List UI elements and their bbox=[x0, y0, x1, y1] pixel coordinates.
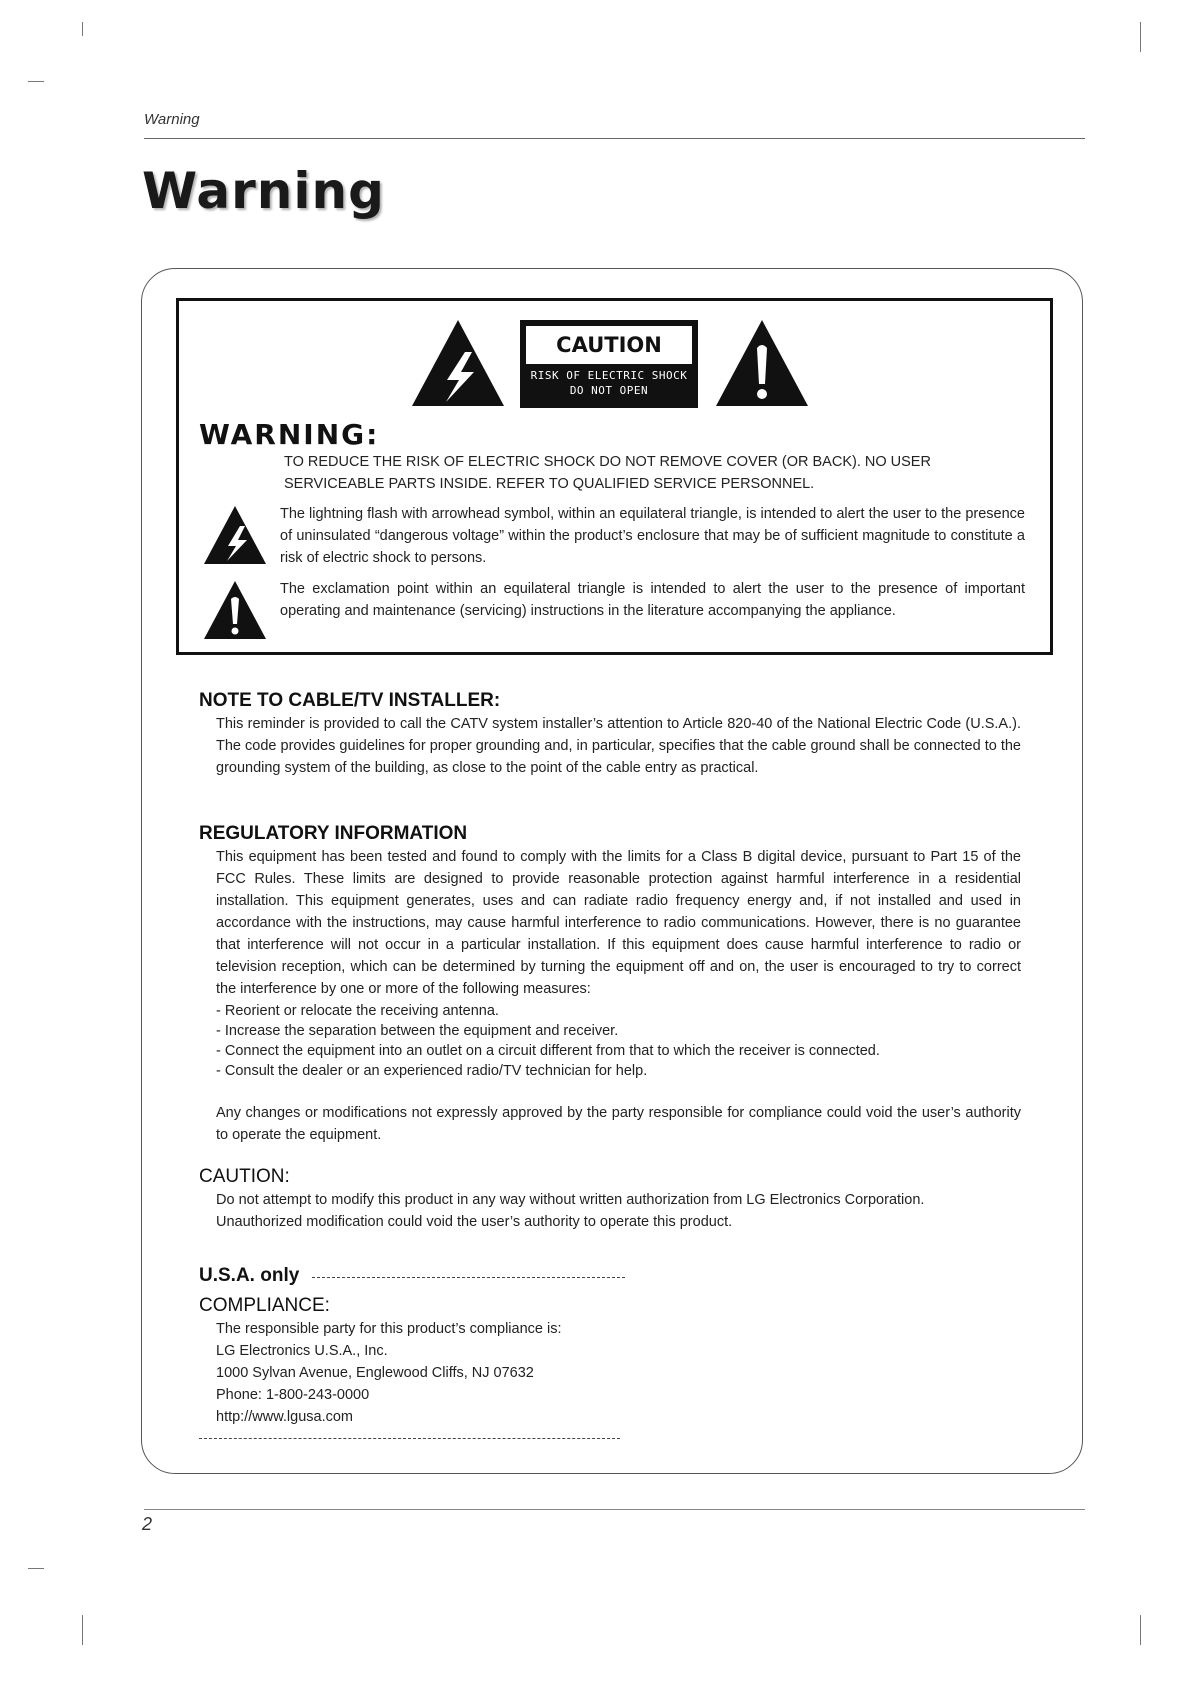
caution-line-1: Do not attempt to modify this product in any way without written authorization from LG Electronics Corporation. bbox=[216, 1192, 925, 1208]
crop-mark bbox=[28, 81, 44, 82]
caution-heading: CAUTION: bbox=[199, 1166, 290, 1187]
crop-mark bbox=[28, 1568, 44, 1569]
lightning-triangle-icon bbox=[410, 318, 506, 408]
compliance-url[interactable]: http://www.lgusa.com bbox=[216, 1409, 353, 1425]
page-title: Warning bbox=[142, 162, 385, 220]
caution-label-line1: RISK OF ELECTRIC SHOCK bbox=[530, 369, 688, 382]
compliance-line: The responsible party for this product’s compliance is: bbox=[216, 1321, 562, 1337]
crop-mark bbox=[82, 22, 83, 36]
dashed-rule bbox=[312, 1277, 625, 1278]
warning-heading: WARNING: bbox=[199, 418, 380, 451]
caution-line-2: Unauthorized modification could void the user’s authority to operate this product. bbox=[216, 1214, 733, 1230]
lightning-description: The lightning flash with arrowhead symbol, within an equilateral triangle, is intended to alert the user to the presence of uninsulated “dangerous voltage” within the product’s enclosure that may be of sufficient magnitude to constitute a risk of electric shock to persons. bbox=[280, 506, 1025, 566]
header-rule bbox=[144, 138, 1085, 139]
measure-item: - Reorient or relocate the receiving antenna. bbox=[216, 1003, 499, 1019]
cable-installer-heading: NOTE TO CABLE/TV INSTALLER: bbox=[199, 690, 501, 711]
regulatory-heading: REGULATORY INFORMATION bbox=[199, 823, 468, 844]
cable-installer-text: This reminder is provided to call the CATV system installer’s attention to Article 820-40 of the National Electric Code (U.S.A.). The code provides guidelines for proper grounding and, in particular, specifies that the cable ground shall be connected to the grounding system of the building, as close to the point of the cable entry as practical. bbox=[216, 716, 1021, 776]
usa-only-heading: U.S.A. only bbox=[199, 1265, 300, 1286]
changes-text: Any changes or modifications not expressly approved by the party responsible for compliance could void the user’s authority to operate the equipment. bbox=[216, 1105, 1021, 1143]
lightning-triangle-icon bbox=[202, 504, 268, 566]
footer-rule bbox=[144, 1509, 1085, 1510]
exclamation-triangle-icon bbox=[714, 318, 810, 408]
exclamation-description: The exclamation point within an equilateral triangle is intended to alert the user to the presence of important operating and maintenance (servicing) instructions in the literature accompanying the appliance. bbox=[280, 581, 1025, 619]
compliance-line: LG Electronics U.S.A., Inc. bbox=[216, 1343, 388, 1359]
caution-label-title: CAUTION bbox=[526, 326, 692, 364]
measure-item: - Consult the dealer or an experienced radio/TV technician for help. bbox=[216, 1063, 648, 1079]
crop-mark bbox=[1140, 22, 1141, 52]
regulatory-text: This equipment has been tested and found to comply with the limits for a Class B digital device, pursuant to Part 15 of the FCC Rules. These limits are designed to provide reasonable protection against harmful interference in a residential installation. This equipment generates, uses and can radiate radio frequency energy and, if not installed and used in accordance with the instructions, may cause harmful interference to radio communications. However, there is no guarantee that interference will not occur in a particular installation. If this equipment does cause harmful interference to radio or television reception, which can be determined by turning the equipment off and on, the user is encouraged to try to correct the interference by one or more of the following measures: bbox=[216, 849, 1021, 997]
crop-mark bbox=[1140, 1615, 1141, 1645]
page-number: 2 bbox=[142, 1514, 153, 1534]
running-header: Warning bbox=[144, 111, 200, 128]
compliance-heading: COMPLIANCE: bbox=[199, 1295, 330, 1316]
caution-label-subtitle bbox=[522, 368, 696, 398]
exclamation-triangle-icon bbox=[202, 579, 268, 641]
warning-line-1: TO REDUCE THE RISK OF ELECTRIC SHOCK DO NOT REMOVE COVER (OR BACK). NO USER bbox=[284, 454, 931, 470]
compliance-line: Phone: 1-800-243-0000 bbox=[216, 1387, 370, 1403]
measure-item: - Increase the separation between the equipment and receiver. bbox=[216, 1023, 619, 1039]
compliance-line: 1000 Sylvan Avenue, Englewood Cliffs, NJ 07632 bbox=[216, 1365, 534, 1381]
warning-line-2: SERVICEABLE PARTS INSIDE. REFER TO QUALIFIED SERVICE PERSONNEL. bbox=[284, 476, 815, 492]
crop-mark bbox=[82, 1615, 83, 1645]
caution-label-line2: DO NOT OPEN bbox=[569, 384, 649, 397]
caution-label bbox=[520, 320, 698, 408]
dashed-rule bbox=[199, 1438, 620, 1439]
measure-item: - Connect the equipment into an outlet on a circuit different from that to which the receiver is connected. bbox=[216, 1043, 880, 1059]
